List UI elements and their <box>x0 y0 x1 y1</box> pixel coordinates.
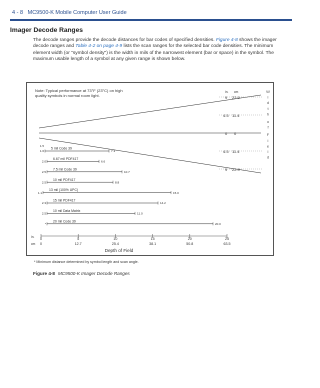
range-bar-end-value: 11.0 <box>137 211 143 216</box>
axis-unit-in: in. <box>31 235 35 239</box>
scale-in-value: 0 <box>225 131 228 136</box>
page-header <box>0 0 300 22</box>
width-of-field-letter: d <box>266 154 270 160</box>
scale-cm-value: 22.9 <box>232 167 240 172</box>
scale-in-value: 9 <box>225 167 228 172</box>
range-bar-end-value: 8.8 <box>115 180 120 185</box>
x-tick-label-in: 5 <box>77 237 80 241</box>
width-of-field-letter: h <box>266 111 270 117</box>
width-of-field-letter: F <box>266 132 270 138</box>
x-tick-label-cm: 0 <box>40 242 42 246</box>
figure-link[interactable]: Figure 4-8 <box>215 38 238 43</box>
width-of-field-letter: e <box>266 143 270 149</box>
header-text <box>12 10 127 16</box>
range-bar-end-value: 7.3 <box>111 149 116 154</box>
range-bar-end-value: 15.0 <box>173 190 179 195</box>
x-tick-label-cm: 50.8 <box>186 242 194 246</box>
x-tick-label-in: 15 <box>150 237 155 241</box>
width-of-field-letter: i <box>267 94 269 100</box>
footnote: * Minimum distance determined by symbol length and scan angle. <box>34 260 139 264</box>
doc-title: MC9500-K Mobile Computer User Guide <box>27 10 127 16</box>
range-bar-name: 7.5 mil Code 39 <box>53 167 77 172</box>
range-bar-name: 10 mil PDF417 <box>53 177 76 182</box>
x-tick-label-cm: 25.4 <box>111 242 119 246</box>
x-tick-label-in: 20 <box>187 237 192 241</box>
scale-in-value: 4.5 <box>223 149 229 154</box>
width-of-field-letter: W <box>266 89 270 94</box>
x-tick-label-in: 25 <box>225 237 229 241</box>
range-bars <box>38 144 221 226</box>
axis-unit-cm: cm <box>31 242 36 246</box>
para-text-3: lists the scan ranges for the selected bar code densities. The minimum element width (or "symbol density") is the width in mils of the narrowest element (bar or space) in the symbol. The maximum usable length of a symbol at any given range is shown below. <box>33 44 274 62</box>
range-bar-start-value: 2.5 <box>41 211 46 216</box>
range-bar-name: 5 mil Code 39 <box>51 146 72 151</box>
body-paragraph <box>33 38 285 63</box>
range-bar-start-value: 2.5 <box>41 170 46 174</box>
scale-unit-in: in. <box>225 90 229 94</box>
header-rule <box>10 19 292 21</box>
width-of-field-letter: d <box>266 100 270 106</box>
page-number: 4 - 8 <box>12 10 24 16</box>
scale-in-value: 9 <box>225 95 228 100</box>
scale-cm-value: 11.4 <box>232 113 240 118</box>
width-of-field-letter: f <box>267 124 269 130</box>
scale-in-value: 4.5 <box>223 113 229 118</box>
figure-note-line-2: quality symbols in normal room light. <box>35 93 100 98</box>
range-bar-name: 6.67 mil PDF417 <box>53 157 79 161</box>
range-bar-end-value: 14.2 <box>160 201 166 206</box>
range-bar-width-value: 1.5 <box>39 144 44 148</box>
scale-cm-value: 22.9 <box>232 95 240 100</box>
range-bar-name: 10 mil Data Matrix <box>53 209 81 213</box>
range-bar-start-value: 2.5 <box>41 180 46 185</box>
para-text-1: The decode ranges provide the decode distances for bar codes of specified densities. <box>33 38 216 43</box>
section-title: Imager Decode Ranges <box>10 27 83 34</box>
x-tick-label-in: 10 <box>113 237 118 241</box>
x-tick-label-in: 0 <box>40 237 42 241</box>
caption-title: MC9500-K Imager Decode Ranges <box>57 271 130 276</box>
range-bar-end-value: 20.0 <box>215 222 221 226</box>
range-bar-start-value: * <box>44 222 46 226</box>
x-tick-label-cm: 38.1 <box>149 242 157 246</box>
para-text-2: shows the imager decode ranges and <box>33 38 277 50</box>
width-of-field-label <box>266 89 270 160</box>
x-axis-label: Depth of Field <box>104 248 134 253</box>
scale-unit-cm: cm <box>234 90 239 94</box>
range-bar-end-value: 10.7 <box>124 170 130 174</box>
range-bar-name: 13 mil (100% UPC) <box>49 188 79 193</box>
caption-label: Figure 4-8 <box>33 271 55 276</box>
width-of-field-letter: t <box>267 105 269 111</box>
figure-note-line-1: Note: Typical performance at 73°F (23°C) on high <box>35 88 123 93</box>
range-bar-end-value: 6.6 <box>101 159 106 164</box>
figure-caption <box>33 271 130 276</box>
width-of-field-letter: l <box>267 149 269 154</box>
range-bar-start-value: 2.0 <box>41 159 46 164</box>
range-bar-name: 15 mil PDF417 <box>53 198 76 203</box>
table-link[interactable]: Table 4-2 on page 4-9 <box>75 44 123 50</box>
decode-range-figure <box>26 82 274 256</box>
scale-cm-value: 0 <box>234 131 237 136</box>
x-tick-label-cm: 63.5 <box>223 242 231 246</box>
width-of-field-letter: i <box>267 137 269 143</box>
decode-range-diagram <box>27 83 273 255</box>
range-bar-start-value: 1.6 <box>39 149 44 154</box>
width-of-field-letter: o <box>266 119 270 124</box>
scale-cm-value: 11.4 <box>232 149 240 154</box>
x-tick-label-cm: 12.7 <box>74 242 82 246</box>
range-bar-name: 20 mil Code 39 <box>53 219 76 224</box>
range-bar-start-value: 2.3 <box>41 201 46 206</box>
fov-upper-edge <box>39 95 261 128</box>
range-bar-start-value: 1.1 <box>37 190 42 195</box>
